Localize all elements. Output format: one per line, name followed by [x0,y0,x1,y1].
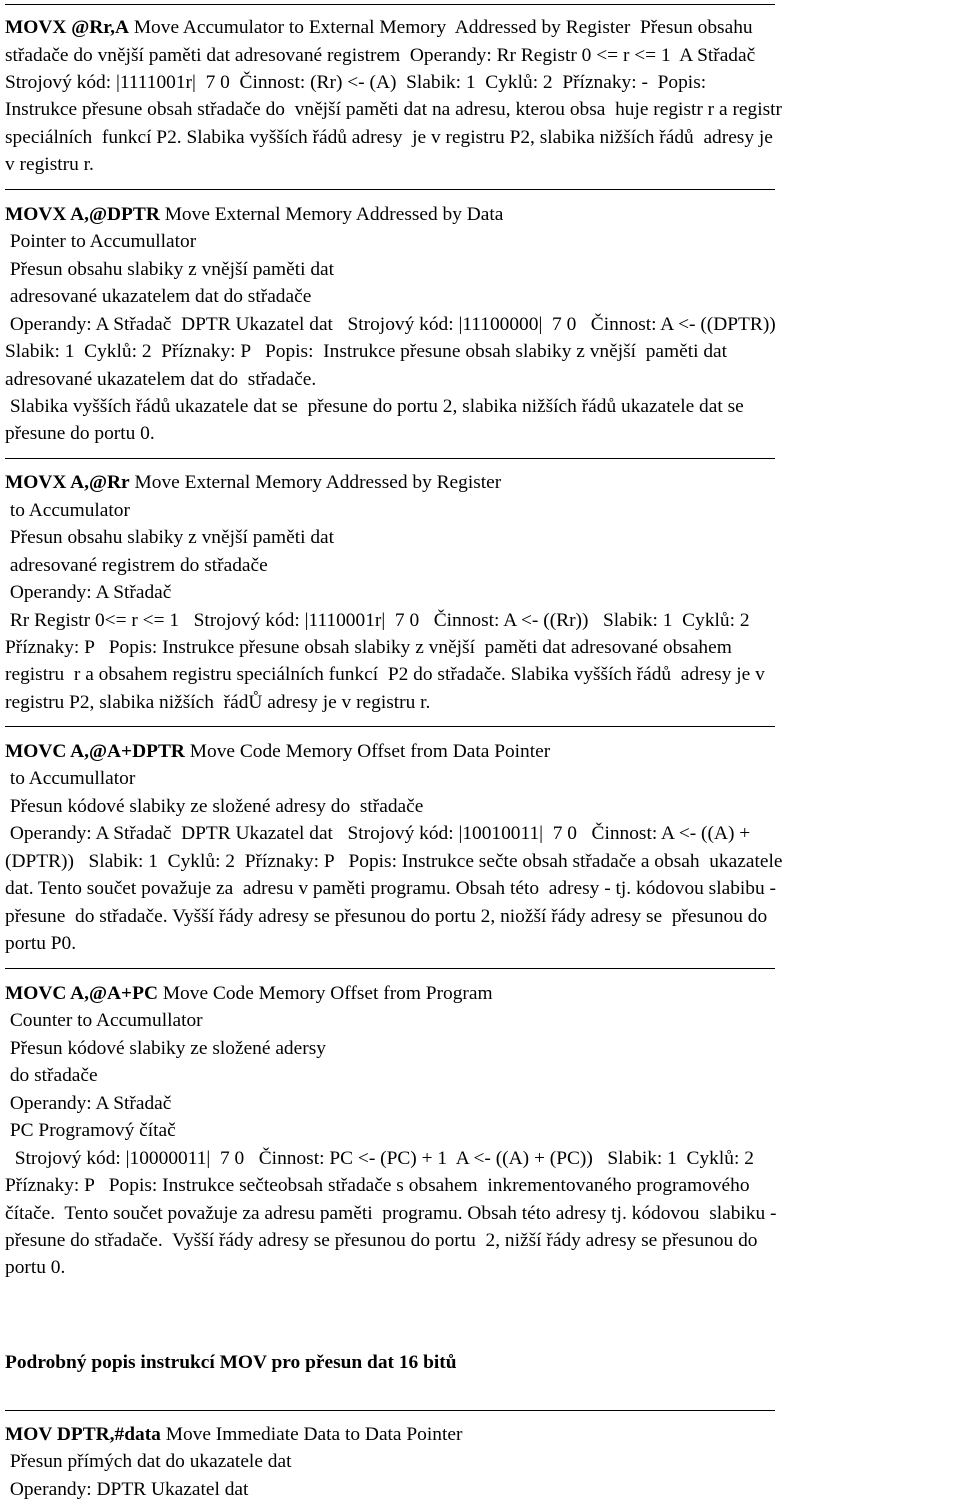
text-line: Příznaky: P Popis: Instrukce přesune obsah slabiky z vnější paměti dat adresované obsahem [5,637,732,658]
text-line: PC Programový čítač [5,1120,176,1141]
separator-rule [5,726,775,727]
text-line: Operandy: A Střadač DPTR Ukazatel dat Strojový kód: |11100000| 7 0 Činnost: A <- ((DPTR)) [5,314,776,335]
text-line: MOVX A,@Rr Move External Memory Addressed by Register [5,472,502,493]
instruction-mnemonic: MOV DPTR,#data [5,1424,161,1445]
text-line: střadače do vnější paměti dat adresované registrem Operandy: Rr Registr 0 <= r <= 1 A Střadač [5,45,756,66]
text-line: MOVC A,@A+PC Move Code Memory Offset from Program [5,983,493,1004]
text-line: čítače. Tento součet považuje za adresu paměti programu. Obsah této adresy tj. kódovou slabiku - [5,1203,777,1224]
text-line: do střadače [5,1065,98,1086]
text-line: Operandy: DPTR Ukazatel dat [5,1479,249,1500]
instruction-mnemonic: MOVC A,@A+PC [5,983,158,1004]
text-line: adresované registrem do střadače [5,555,268,576]
text-line: Operandy: A Střadač DPTR Ukazatel dat Strojový kód: |10010011| 7 0 Činnost: A <- ((A) + [5,823,751,844]
text-line: Přesun kódové slabiky ze složené adresy do střadače [5,796,424,817]
text-line: portu P0. [5,933,77,954]
separator-rule [5,4,775,5]
text-line: MOV DPTR,#data Move Immediate Data to Data Pointer [5,1424,463,1445]
section-heading: Podrobný popis instrukcí MOV pro přesun dat 16 bitů [5,1352,457,1373]
separator-rule [5,968,775,969]
instruction-mnemonic: MOVX A,@Rr [5,472,130,493]
text-line: Operandy: A Střadač [5,1093,172,1114]
instruction-mnemonic: MOVC A,@A+DPTR [5,741,185,762]
text-line: Přesun obsahu slabiky z vnější paměti dat [5,259,335,280]
text-line: portu 0. [5,1257,66,1278]
text-line: MOVC A,@A+DPTR Move Code Memory Offset from Data Pointer [5,741,551,762]
text-line: MOVX @Rr,A Move Accumulator to External Memory Addressed by Register Přesun obsahu [5,17,753,38]
text-line: Přesun přímých dat do ukazatele dat [5,1451,292,1472]
text-line: dat. Tento součet považuje za adresu v paměti programu. Obsah této adresy - tj. kódovou slabibu - [5,878,777,899]
text-line: registru r a obsahem registru speciálních funkcí P2 do střadače. Slabika vyšších řádů adresy je v [5,664,765,685]
text-line: Rr Registr 0<= r <= 1 Strojový kód: |1110001r| 7 0 Činnost: A <- ((Rr)) Slabik: 1 Cyklů: 2 [5,610,750,631]
text-line: Slabika vyšších řádů ukazatele dat se přesune do portu 2, slabika nižších řádů ukazatele dat se [5,396,744,417]
separator-rule [5,1410,775,1411]
text-line: to Accumulator [5,500,130,521]
text-line: Counter to Accumullator [5,1010,203,1031]
text-line: přesune do portu 0. [5,423,155,444]
text-line: speciálních funkcí P2. Slabika vyšších řádů adresy je v registru P2, slabika nižších řádů adresy je [5,127,773,148]
text-line: to Accumullator [5,768,136,789]
text-line: Instrukce přesune obsah střadače do vnější paměti dat na adresu, kterou obsa huje registr r a registr [5,99,782,120]
instruction-mnemonic: MOVX A,@DPTR [5,204,160,225]
text-line: Slabik: 1 Cyklů: 2 Příznaky: P Popis: Instrukce přesune obsah slabiky z vnější paměti dat [5,341,728,362]
separator-rule [5,458,775,459]
instruction-mnemonic: MOVX @Rr,A [5,17,129,38]
text-line: adresované ukazatelem dat do střadače. [5,369,317,390]
text-line: (DPTR)) Slabik: 1 Cyklů: 2 Příznaky: P Popis: Instrukce sečte obsah střadače a obsah ukazatele [5,851,783,872]
text-line: MOVX A,@DPTR Move External Memory Addressed by Data [5,204,504,225]
text-line: přesune do střadače. Vyšší řády adresy se přesunou do portu 2, niožší řády adresy se přesunou do [5,906,768,927]
text-line: přesune do střadače. Vyšší řády adresy se přesunou do portu 2, nižší řády adresy se přesunou do [5,1230,758,1251]
text-line: Operandy: A Střadač [5,582,172,603]
text-line: Strojový kód: |10000011| 7 0 Činnost: PC <- (PC) + 1 A <- ((A) + (PC)) Slabik: 1 Cyklů: 2 [5,1148,754,1169]
text-line: v registru r. [5,154,94,175]
text-line: Přesun obsahu slabiky z vnější paměti dat [5,527,335,548]
text-line: Strojový kód: |1111001r| 7 0 Činnost: (Rr) <- (A) Slabik: 1 Cyklů: 2 Příznaky: - Popis: [5,72,707,93]
text-line: Pointer to Accumullator [5,231,197,252]
text-line: Příznaky: P Popis: Instrukce sečteobsah střadače s obsahem inkrementovaného programového [5,1175,750,1196]
text-line: registru P2, slabika nižších řádŮ adresy je v registru r. [5,692,431,713]
text-line: adresované ukazatelem dat do střadače [5,286,312,307]
separator-rule [5,189,775,190]
text-line: Přesun kódové slabiky ze složené adersy [5,1038,326,1059]
